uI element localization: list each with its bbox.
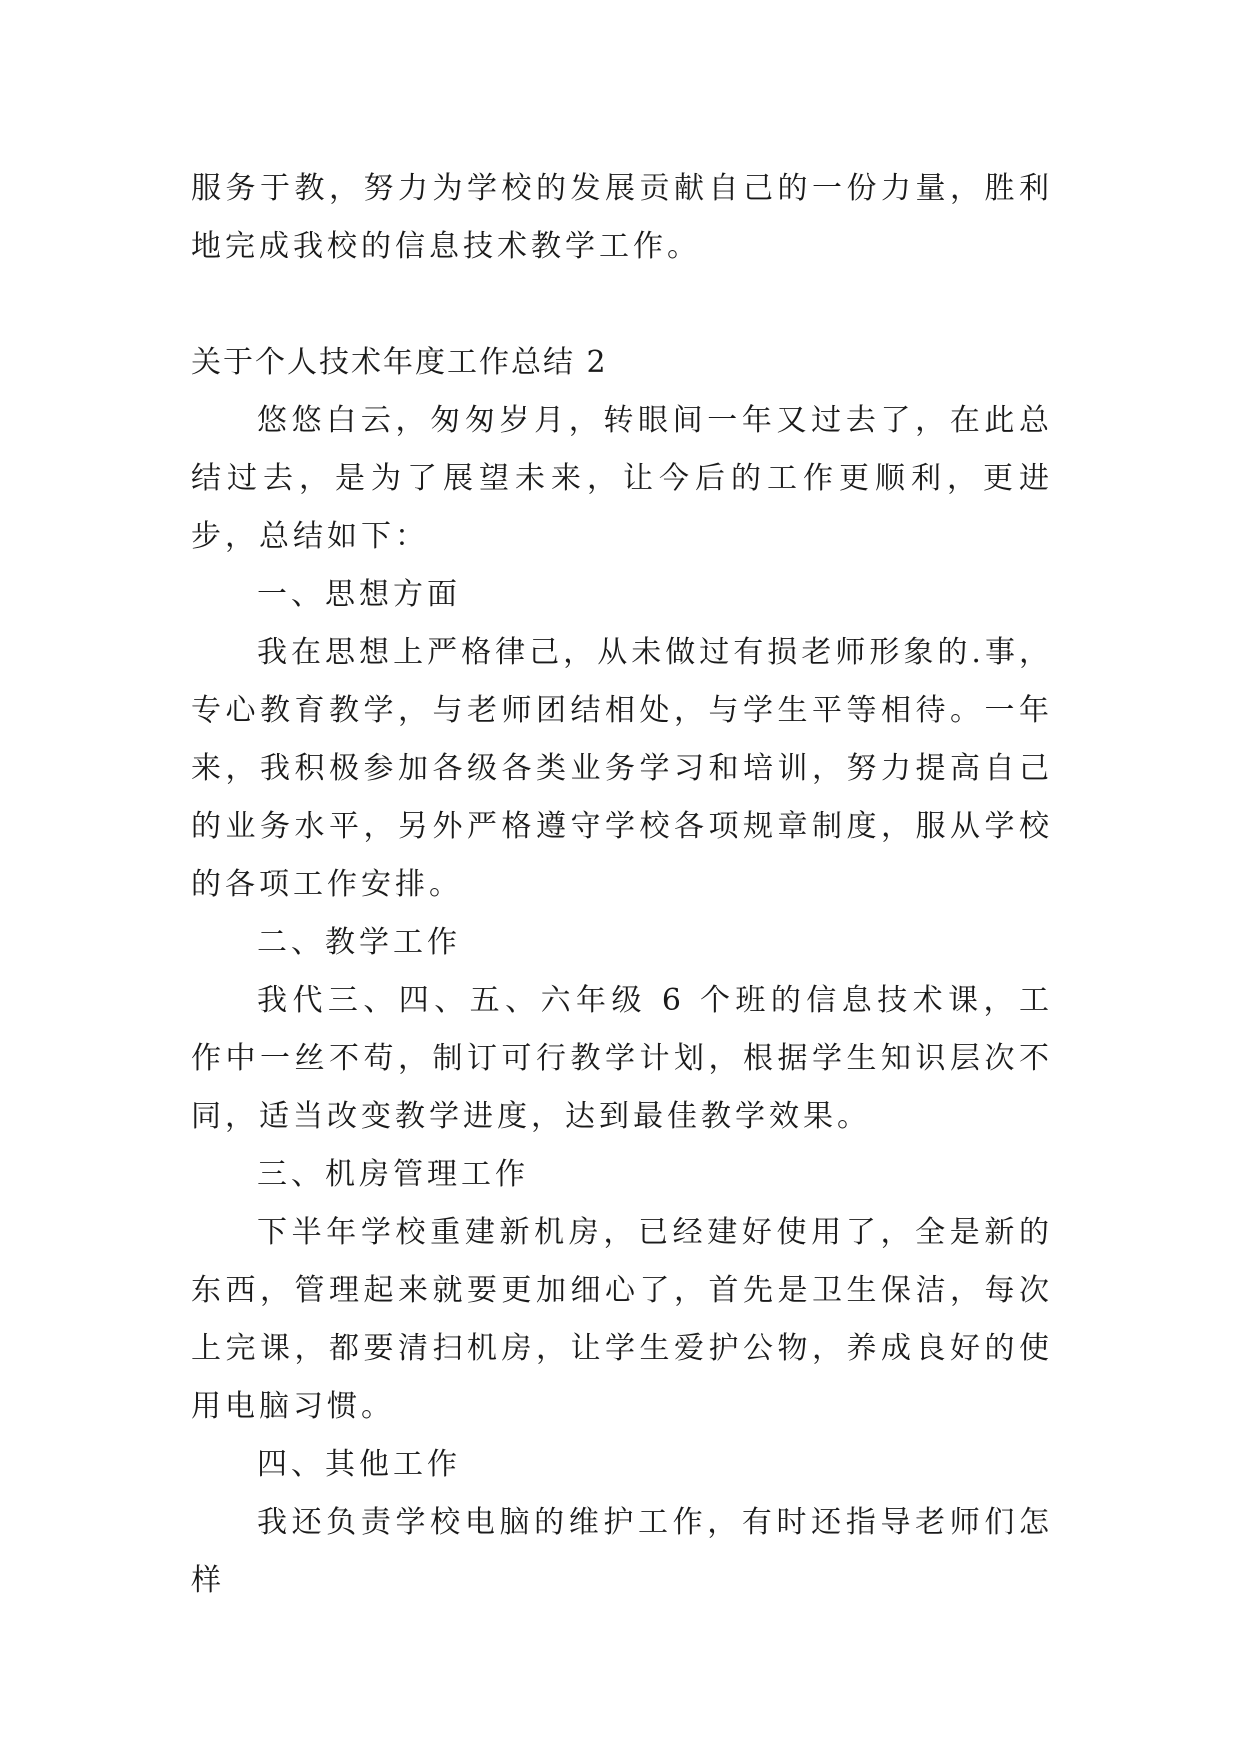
paragraph-gap <box>191 276 1053 334</box>
paragraph-teaching: 我代三、四、五、六年级 6 个班的信息技术课，工作中一丝不苟，制订可行教学计划，根据学生知识层次不同，适当改变教学进度，达到最佳教学效果。 <box>191 983 1053 1134</box>
document-title: 关于个人技术年度工作总结 2 <box>191 345 608 380</box>
section-heading-teaching: 二、教学工作 <box>257 925 461 960</box>
paragraph-other: 我还负责学校电脑的维护工作，有时还指导老师们怎样 <box>191 1505 1053 1598</box>
document-body <box>191 160 1053 1610</box>
paragraph-lab: 下半年学校重建新机房，已经建好使用了，全是新的东西，管理起来就要更加细心了，首先是卫生保洁，每次上完课，都要清扫机房，让学生爱护公物，养成良好的使用电脑习惯。 <box>191 1215 1053 1424</box>
paragraph-opening: 悠悠白云，匆匆岁月，转眼间一年又过去了，在此总结过去，是为了展望未来，让今后的工作更顺利，更进步，总结如下： <box>191 403 1053 554</box>
section-heading-thought: 一、思想方面 <box>257 577 461 612</box>
paragraph-thought: 我在思想上严格律己，从未做过有损老师形象的.事，专心教育教学，与老师团结相处，与学生平等相待。一年来，我积极参加各级各类业务学习和培训，努力提高自己的业务水平，另外严格遵守学校各项规章制度，服从学校的各项工作安排。 <box>191 635 1053 902</box>
intro-paragraph: 服务于教，努力为学校的发展贡献自己的一份力量，胜利地完成我校的信息技术教学工作。 <box>191 171 1053 264</box>
section-heading-other: 四、其他工作 <box>257 1447 461 1482</box>
section-heading-lab: 三、机房管理工作 <box>257 1157 529 1192</box>
